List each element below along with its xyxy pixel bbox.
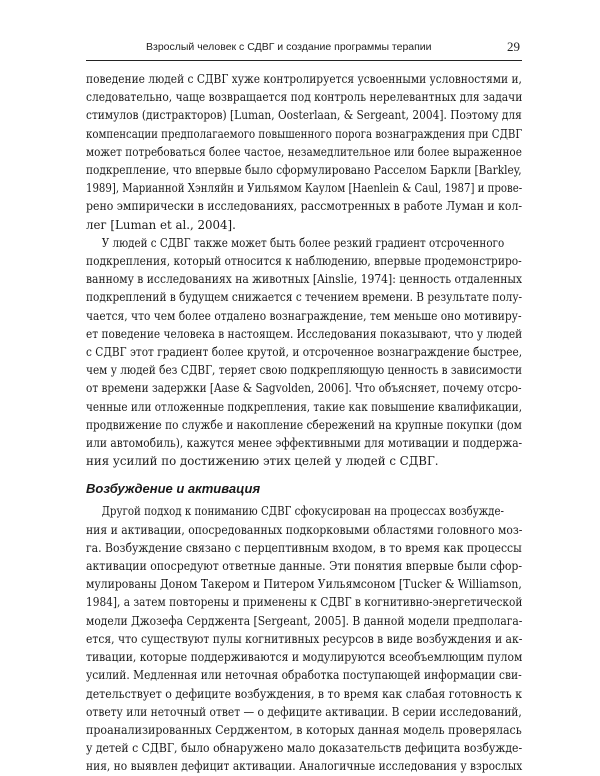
text-line: или автомобиль), кажутся менее эффективными для мотивации и поддержа- [86,436,523,451]
text-line: компенсации предполагаемого повышенного порога вознаграждения при СДВГ [86,126,523,141]
text-line: ния, но выявлен дефицит активации. Аналогичные исследования у взрослых [86,759,523,774]
text-line: У людей с СДВГ также может быть более резкий градиент отсроченного [101,235,505,250]
text-line: Другой подход к пониманию СДВГ сфокусирован на процессах возбужде- [101,504,504,519]
text-line: у детей с СДВГ, было обнаружено мало доказательств дефицита возбужде- [86,741,523,756]
text-line: может потребоваться более частое, незамедлительное или более выраженное [86,144,522,159]
text-line: подкрепления, который относится к наблюдению, впервые продемонстриро- [86,254,522,269]
text-line: ответу или неточный ответ — о дефиците активации. В серии исследований, [86,704,522,719]
body-text [86,70,522,776]
text-line: следовательно, чаще возвращается под контроль нерелевантных для задачи [86,90,523,105]
text-line: поведение людей с СДВГ хуже контролируется усвоенными условностями и, [86,72,522,86]
text-line: усилий. Медленная или неточная обработка поступающей информации сви- [86,668,522,683]
text-line: с СДВГ этот градиент более крутой, и отсроченное вознаграждение быстрее, [86,345,523,360]
text-line: детельствует о дефиците возбуждения, в то время как слабая готовность к [86,686,523,701]
text-line: 1989], Марианной Хэнляйн и Уильямом Каулом [Haenlein & Caul, 1987] и прове- [86,181,523,196]
text-line: ченные или отложенные подкрепления, такие как повышение квалификации, [86,399,523,414]
text-line: га. Возбуждение связано с перцептивным входом, в то время как процессы [86,540,522,555]
text-line: ет поведение человека в настоящем. Исследования показывают, что у людей [86,326,523,341]
paragraph-2 [86,234,522,471]
running-header-title: Взрослый человек с СДВГ и создание программы терапии [146,41,432,53]
text-line: активации опосредуют ответные данные. Эти понятия впервые были сфор- [86,559,523,574]
text-line: лег [Luman et al., 2004]. [86,217,236,232]
text-line: рено эмпирически в исследованиях, рассмотренных в работе Луман и кол- [86,199,523,214]
text-line: 1984], а затем повторены и применены к СДВГ в когнитивно-энергетической [86,595,523,610]
text-line: ванному в исследованиях на животных [Ainslie, 1974]: ценность отдаленных [86,272,523,287]
text-line: ния усилий по достижению этих целей у людей с СДВГ. [86,454,439,469]
text-line: проанализированных Серджентом, в которых данная модель проверялась [86,722,522,737]
text-line: тивации, которые поддерживаются и модулируются всеобъемлющим пулом [86,650,523,665]
text-line: модели Джозефа Серджента [Sergeant, 2005]. В данной модели предполага- [86,613,523,628]
text-line: стимулов (дистракторов) [Luman, Oosterlaan, & Sergeant, 2004]. Поэтому для [86,108,522,123]
text-line: продвижение по службе и накопление сбережений на крупные покупки (дом [86,417,522,432]
text-line: ния и активации, опосредованных подкорковыми областями головного моз- [86,522,523,537]
text-line: подкрепление, что впервые было сформулировано Расселом Баркли [Barkley, [86,163,522,178]
text-line: мулированы Доном Такером и Питером Уильямсоном [Tucker & Williamson, [86,577,522,592]
text-line: чем у людей без СДВГ, теряет свою подкрепляющую ценность в зависимости [86,363,522,378]
text-line: подкреплений в будущем снижается с течением времени. В результате полу- [86,290,523,305]
text-line: чается, что чем более отдалено вознаграждение, тем меньше оно мотивиру- [86,308,522,323]
paragraph-1 [86,70,522,234]
running-header [86,38,522,61]
text-line: ется, что существуют пулы когнитивных ресурсов в виде возбуждения и ак- [86,631,523,646]
paragraph-3 [86,502,522,775]
text-line: от времени задержки [Aase & Sagvolden, 2006]. Что объясняет, почему отсро- [86,381,522,396]
page-number: 29 [507,39,520,54]
section-heading: Возбуждение и активация [86,481,261,497]
